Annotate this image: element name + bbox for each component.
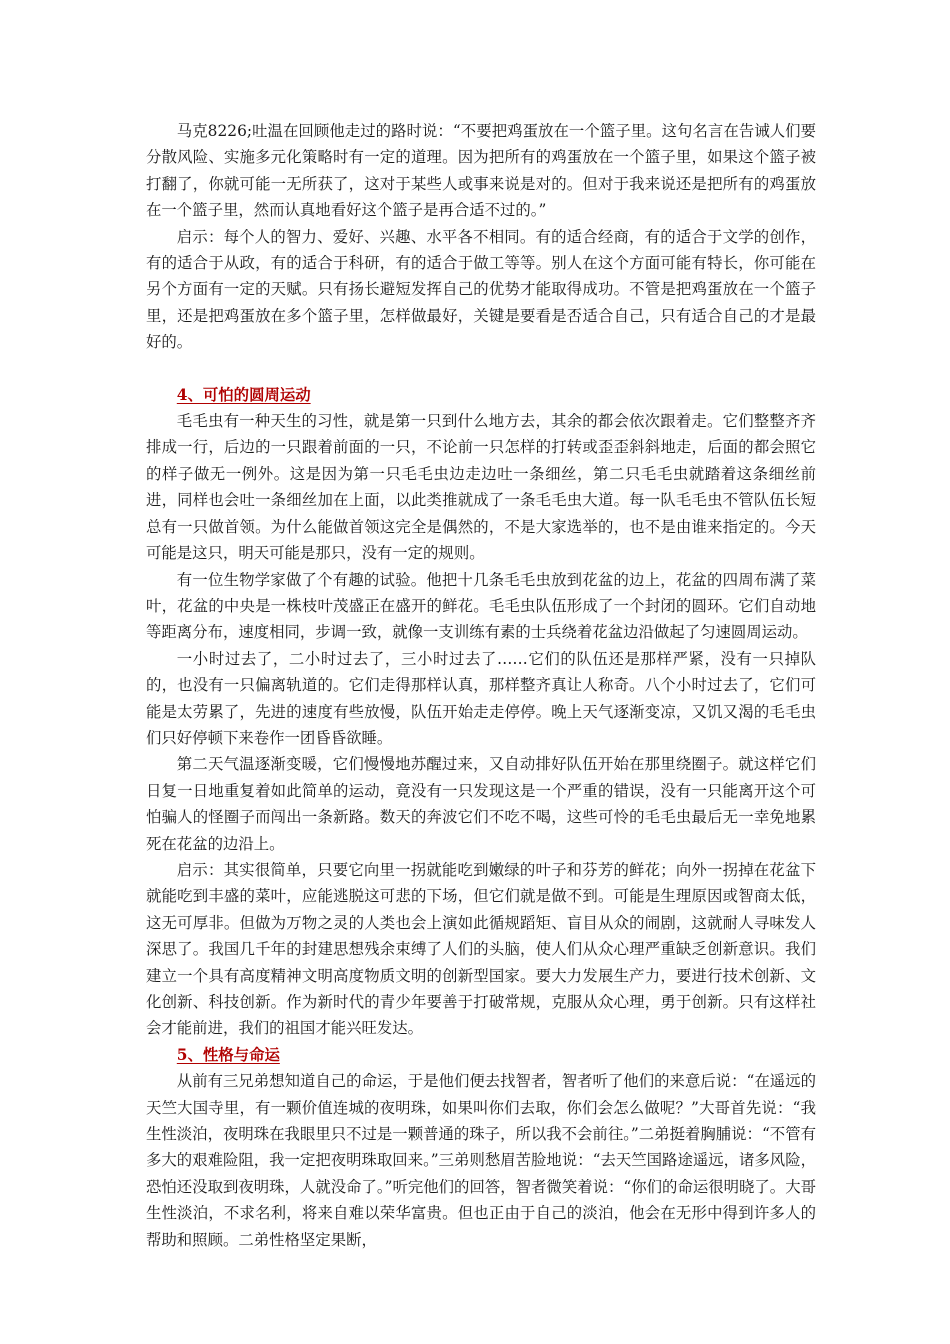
intro-paragraph-1: 马克8226;吐温在回顾他走过的路时说：“不要把鸡蛋放在一个篮子里。这句名言在告诫人们要分散风险、实施多元化策略时有一定的道理。因为把所有的鸡蛋放在一个篮子里，如果这个篮子被打翻了，你就可能一无所获了，这对于某些人或事来说是对的。但对于我来说还是把所有的鸡蛋放在一个篮子里，然而认真地看好这个篮子是再合适不过的。” — [146, 122, 816, 220]
section-5-heading[interactable] — [146, 1042, 816, 1068]
section-4-paragraph-3: 一小时过去了，二小时过去了，三小时过去了……它们的队伍还是那样严紧，没有一只掉队的，也没有一只偏离轨道的。它们走得那样认真，那样整齐真让人称奇。八个小时过去了，它们可能是太劳累了，先进的速度有些放慢，队伍开始走走停停。晚上天气逐渐变凉，又饥又渴的毛毛虫们只好停顿下来卷作一团昏昏欲睡。 — [146, 649, 816, 747]
section-5-heading-link[interactable]: 5、性格与命运 — [176, 1045, 280, 1064]
section-5-paragraph-1: 从前有三兄弟想知道自己的命运，于是他们便去找智者，智者听了他们的来意后说：“在遥远的天竺大国寺里，有一颗价值连城的夜明珠，如果叫你们去取，你们会怎么做呢？”大哥首先说：“我生性淡泊，夜明珠在我眼里只不过是一颗普通的珠子，所以我不会前往。”二弟挺着胸脯说：“不管有多大的艰难险阻，我一定把夜明珠取回来。”三弟则愁眉苦脸地说：“去天竺国路途遥远，诸多风险，恐怕还没取到夜明珠，人就没命了。”听完他们的回答，智者微笑着说：“你们的命运很明晓了。大哥生性淡泊，不求名利，将来自难以荣华富贵。但也正由于自己的淡泊，他会在无形中得到许多人的帮助和照顾。二弟性格坚定果断， — [146, 1072, 816, 1249]
paragraph-gap — [146, 356, 816, 382]
document-page — [146, 118, 816, 1253]
section-4-paragraph-5: 启示：其实很简单，只要它向里一拐就能吃到嫩绿的叶子和芬芳的鲜花；向外一拐掉在花盆下就能吃到丰盛的菜叶，应能逃脱这可悲的下场，但它们就是做不到。可能是生理原因或智商太低，这无可厚非。但做为万物之灵的人类也会上演如此循规蹈矩、盲目从众的闹剧，这就耐人寻味发人深思了。我国几千年的封建思想残余束缚了人们的头脑，使人们从众心理严重缺乏创新意识。我们建立一个具有高度精神文明高度物质文明的创新型国家。要大力发展生产力，要进行技术创新、文化创新、科技创新。作为新时代的青少年要善于打破常规，克服从众心理，勇于创新。只有这样社会才能前进，我们的祖国才能兴旺发达。 — [146, 860, 816, 1038]
section-4-paragraph-2: 有一位生物学家做了个有趣的试验。他把十几条毛毛虫放到花盆的边上，花盆的四周布满了菜叶，花盆的中央是一株枝叶茂盛正在盛开的鲜花。毛毛虫队伍形成了一个封闭的圆环。它们自动地等距离分布，速度相同，步调一致，就像一支训练有素的士兵绕着花盆边沿做起了匀速圆周运动。 — [146, 570, 816, 642]
section-4-paragraph-4: 第二天气温逐渐变暖，它们慢慢地苏醒过来，又自动排好队伍开始在那里绕圈子。就这样它们日复一日地重复着如此简单的运动，竟没有一只发现这是一个严重的错误，没有一只能离开这个可怕骗人的怪圈子而闯出一条新路。数天的奔波它们不吃不喝，这些可怜的毛毛虫最后无一幸免地累死在花盆的边沿上。 — [146, 755, 816, 853]
section-4-paragraph-1: 毛毛虫有一种天生的习性，就是第一只到什么地方去，其余的都会依次跟着走。它们整整齐齐排成一行，后边的一只跟着前面的一只，不论前一只怎样的打转或歪歪斜斜地走，后面的都会照它的样子做无一例外。这是因为第一只毛毛虫边走边吐一条细丝，第二只毛毛虫就踏着这条细丝前进，同样也会吐一条细丝加在上面，以此类推就成了一条毛毛虫大道。每一队毛毛虫不管队伍长短总有一只做首领。为什么能做首领这完全是偶然的，不是大家选举的，也不是由谁来指定的。今天可能是这只，明天可能是那只，没有一定的规则。 — [146, 412, 816, 563]
section-4-heading-link[interactable]: 4、可怕的圆周运动 — [176, 385, 311, 404]
section-4-heading[interactable] — [146, 382, 816, 408]
intro-paragraph-2: 启示：每个人的智力、爱好、兴趣、水平各不相同。有的适合经商，有的适合于文学的创作，有的适合于从政，有的适合于科研，有的适合于做工等等。别人在这个方面可能有特长，你可能在另个方面有一定的天赋。只有扬长避短发挥自己的优势才能取得成功。不管是把鸡蛋放在一个篮子里，还是把鸡蛋放在多个篮子里，怎样做最好，关键是要看是否适合自己，只有适合自己的才是最好的。 — [146, 227, 816, 352]
